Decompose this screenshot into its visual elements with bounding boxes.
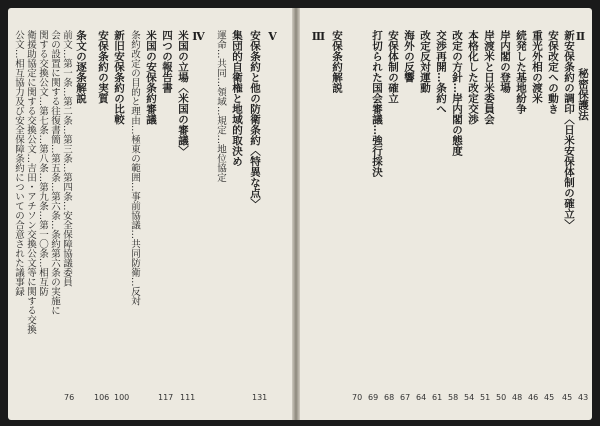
page-number: 117: [158, 393, 174, 402]
toc-sub-entry: 運命…共同…領域…規定…地位協定: [215, 30, 226, 182]
toc-entry: 海外の反響: [403, 30, 415, 83]
section-numeral: Ⅱ: [574, 30, 587, 44]
page-number: 48: [512, 393, 523, 402]
page-number: 70: [352, 393, 363, 402]
section-numeral: Ⅴ: [266, 30, 279, 44]
toc-entry: 新旧安保条約の比較: [113, 30, 125, 125]
page-number: 43: [578, 393, 589, 402]
toc-entry: 新安保条約の調印〈日米安保体制の確立〉: [563, 30, 575, 230]
page-number: 61: [432, 393, 443, 402]
toc-entry: 安保条約と他の防衛条約〈特異な点〉: [249, 30, 261, 209]
page-number: 111: [180, 393, 196, 402]
toc-entry: 安保条約解説: [331, 30, 343, 93]
toc-entry: 本格化した改定交渉: [467, 30, 479, 125]
page-number: 58: [448, 393, 459, 402]
page-number: 131: [252, 393, 268, 402]
right-page: [300, 8, 592, 420]
section-numeral: Ⅳ: [192, 30, 205, 44]
page-number: 67: [400, 393, 411, 402]
page-number: 69: [368, 393, 379, 402]
page-number: 106: [94, 393, 110, 402]
page-number: 50: [496, 393, 507, 402]
toc-entry: 打切られた国会審議…強行採決: [371, 30, 383, 177]
toc-entry: 岸渡米と日米委員会: [483, 30, 495, 125]
toc-entry: 安保改定への動き: [547, 30, 559, 114]
toc-entry: 安保体制の確立: [387, 30, 399, 104]
toc-entry: 安保条約の実質: [97, 30, 109, 104]
page-number: 76: [64, 393, 75, 402]
book-gutter: [292, 8, 300, 420]
toc-entry: 米国の安保条約審議: [145, 30, 157, 125]
toc-sub-entry: 前文…第一条…第二条…第三条…第四条…安全保障協議委員: [61, 30, 72, 287]
toc-entry: 秘密保護法: [577, 68, 589, 121]
left-page: [8, 8, 292, 420]
toc-entry: 続発した基地紛争: [515, 30, 527, 114]
toc-entry: 改定の方針…岸内閣の態度: [451, 30, 463, 156]
toc-entry: 四つの報告書: [161, 30, 173, 93]
toc-sub-entry: 条約改定の目的と理由…極東の範囲…事前協議…共同防衛…反対: [129, 30, 140, 306]
page-number: 45: [544, 393, 555, 402]
toc-entry: 重光外相の渡米: [531, 30, 543, 104]
page-number: 100: [114, 393, 130, 402]
toc-sub-entry: 会の設置に関する往復書簡…第五条…第六条…条約第六条の実施に: [49, 30, 60, 315]
page-number: 64: [416, 393, 427, 402]
toc-entry: 米国の立場〈米国の審議〉: [177, 30, 189, 156]
toc-entry: 集団的自衛権と地域的取決め: [231, 30, 243, 167]
toc-entry: 改定反対運動: [419, 30, 431, 93]
toc-sub-entry: 公文…相互協力及び安全保障条約についての合意された議事録: [13, 30, 24, 296]
toc-entry: 岸内閣の登場: [499, 30, 511, 93]
toc-entry: 条文の逐条解説: [75, 30, 87, 104]
page-number: 45: [562, 393, 573, 402]
toc-sub-entry: 衛援助協定に関する交換公文…吉田・アチソン交換公文等に関する交換: [25, 30, 36, 334]
page-number: 51: [480, 393, 491, 402]
page-number: 46: [528, 393, 539, 402]
page-number: 68: [384, 393, 395, 402]
section-numeral: Ⅲ: [312, 30, 325, 44]
page-number: 54: [464, 393, 475, 402]
toc-sub-entry: 関する交換公文…第七条…第八条…第九条…第一〇条…相互防: [37, 30, 48, 296]
toc-entry: 交渉再開…条約へ: [435, 30, 447, 114]
